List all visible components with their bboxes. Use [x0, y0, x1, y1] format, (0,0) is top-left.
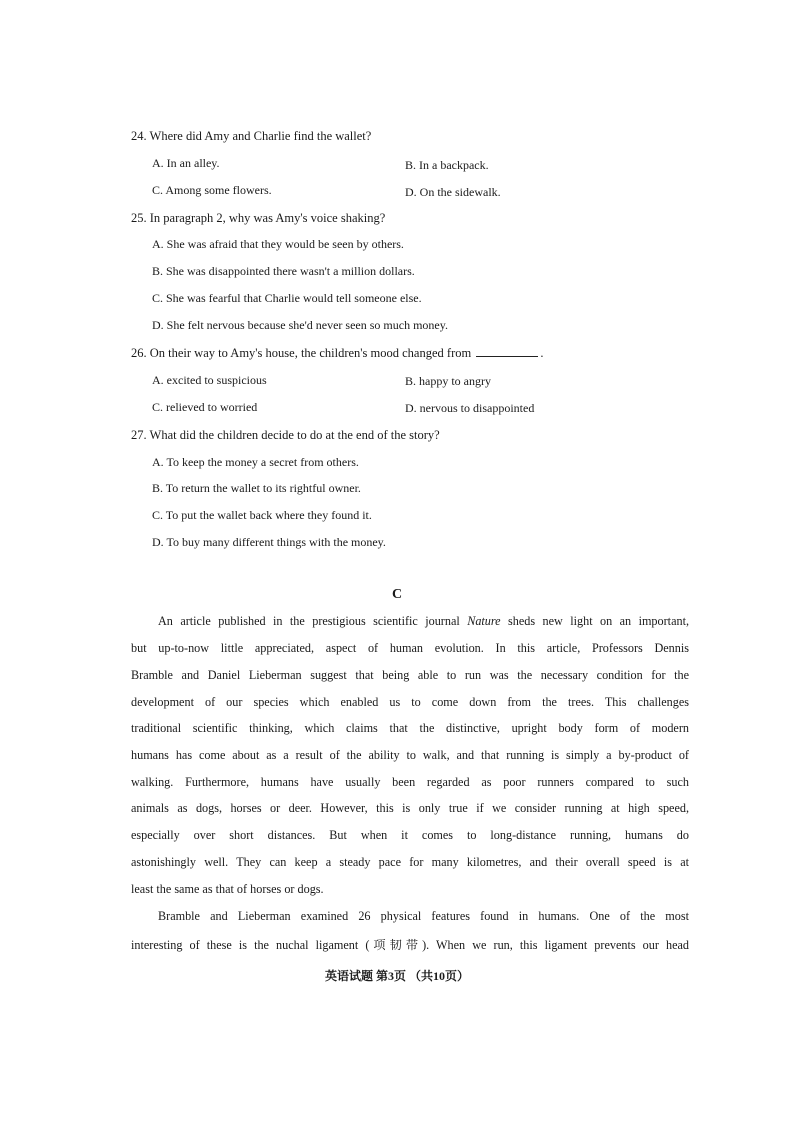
- passage-line: development of our species which enabled us to come down from the trees. This challenges: [131, 695, 689, 709]
- passage-line: Bramble and Daniel Lieberman suggest that being able to run was the necessary condition for the: [131, 668, 689, 682]
- question-26-option-c: C. relieved to worried: [152, 400, 258, 414]
- passage-line: An article published in the prestigious scientific journal Nature sheds new light on an important,: [158, 614, 690, 628]
- question-24-option-b: B. In a backpack.: [405, 158, 489, 172]
- question-25-option-a: A. She was afraid that they would be seen by others.: [152, 237, 404, 251]
- question-24-stem: 24. Where did Amy and Charlie find the wallet?: [131, 129, 372, 143]
- section-heading-c: C: [391, 587, 403, 602]
- question-26-option-b: B. happy to angry: [405, 374, 491, 388]
- answer-blank: [476, 356, 538, 357]
- question-26-option-a: A. excited to suspicious: [152, 373, 267, 387]
- question-25-option-b: B. She was disappointed there wasn't a million dollars.: [152, 264, 415, 278]
- passage-line: especially over short distances. But when it comes to long-distance running, humans do: [131, 828, 689, 842]
- question-26-stem: [131, 346, 543, 361]
- question-25-stem: 25. In paragraph 2, why was Amy's voice shaking?: [131, 211, 386, 225]
- passage-line: but up-to-now little appreciated, aspect of human evolution. In this article, Professors Dennis: [131, 641, 689, 655]
- question-24-option-c: C. Among some flowers.: [152, 183, 272, 197]
- question-26-stem-end: .: [540, 346, 544, 360]
- question-27-option-c: C. To put the wallet back where they found it.: [152, 508, 372, 522]
- passage-line: least the same as that of horses or dogs.: [131, 882, 324, 896]
- passage-line: animals as dogs, horses or deer. However, this is only true if we consider running at high speed,: [131, 801, 689, 815]
- journal-name: Nature: [467, 614, 501, 628]
- question-26-option-d: D. nervous to disappointed: [405, 401, 535, 415]
- passage-line: interesting of these is the nuchal ligament (项韧带). When we run, this ligament prevents our head: [131, 938, 689, 952]
- question-25-option-d: D. She felt nervous because she'd never seen so much money.: [152, 318, 448, 332]
- page-footer: 英语试题 第3页 （共10页）: [324, 969, 469, 983]
- question-27-option-b: B. To return the wallet to its rightful owner.: [152, 481, 361, 495]
- passage-line: astonishingly well. They can keep a steady pace for many kilometres, and their overall speed is at: [131, 855, 689, 869]
- passage-line: humans has come about as a result of the ability to walk, and that running is simply a by-product of: [131, 748, 689, 762]
- question-27-option-a: A. To keep the money a secret from others.: [152, 455, 359, 469]
- question-27-option-d: D. To buy many different things with the money.: [152, 535, 386, 549]
- passage-line: traditional scientific thinking, which claims that the distinctive, upright body form of modern: [131, 721, 689, 735]
- question-24-option-d: D. On the sidewalk.: [405, 185, 501, 199]
- question-26-stem-text: 26. On their way to Amy's house, the children's mood changed from: [131, 346, 472, 360]
- question-27-stem: 27. What did the children decide to do at the end of the story?: [131, 428, 440, 442]
- question-24-option-a: A. In an alley.: [152, 156, 220, 170]
- question-25-option-c: C. She was fearful that Charlie would tell someone else.: [152, 291, 422, 305]
- passage-line: walking. Furthermore, humans have usually been regarded as poor runners compared to such: [131, 775, 689, 789]
- passage-line: Bramble and Lieberman examined 26 physical features found in humans. One of the most: [158, 909, 689, 923]
